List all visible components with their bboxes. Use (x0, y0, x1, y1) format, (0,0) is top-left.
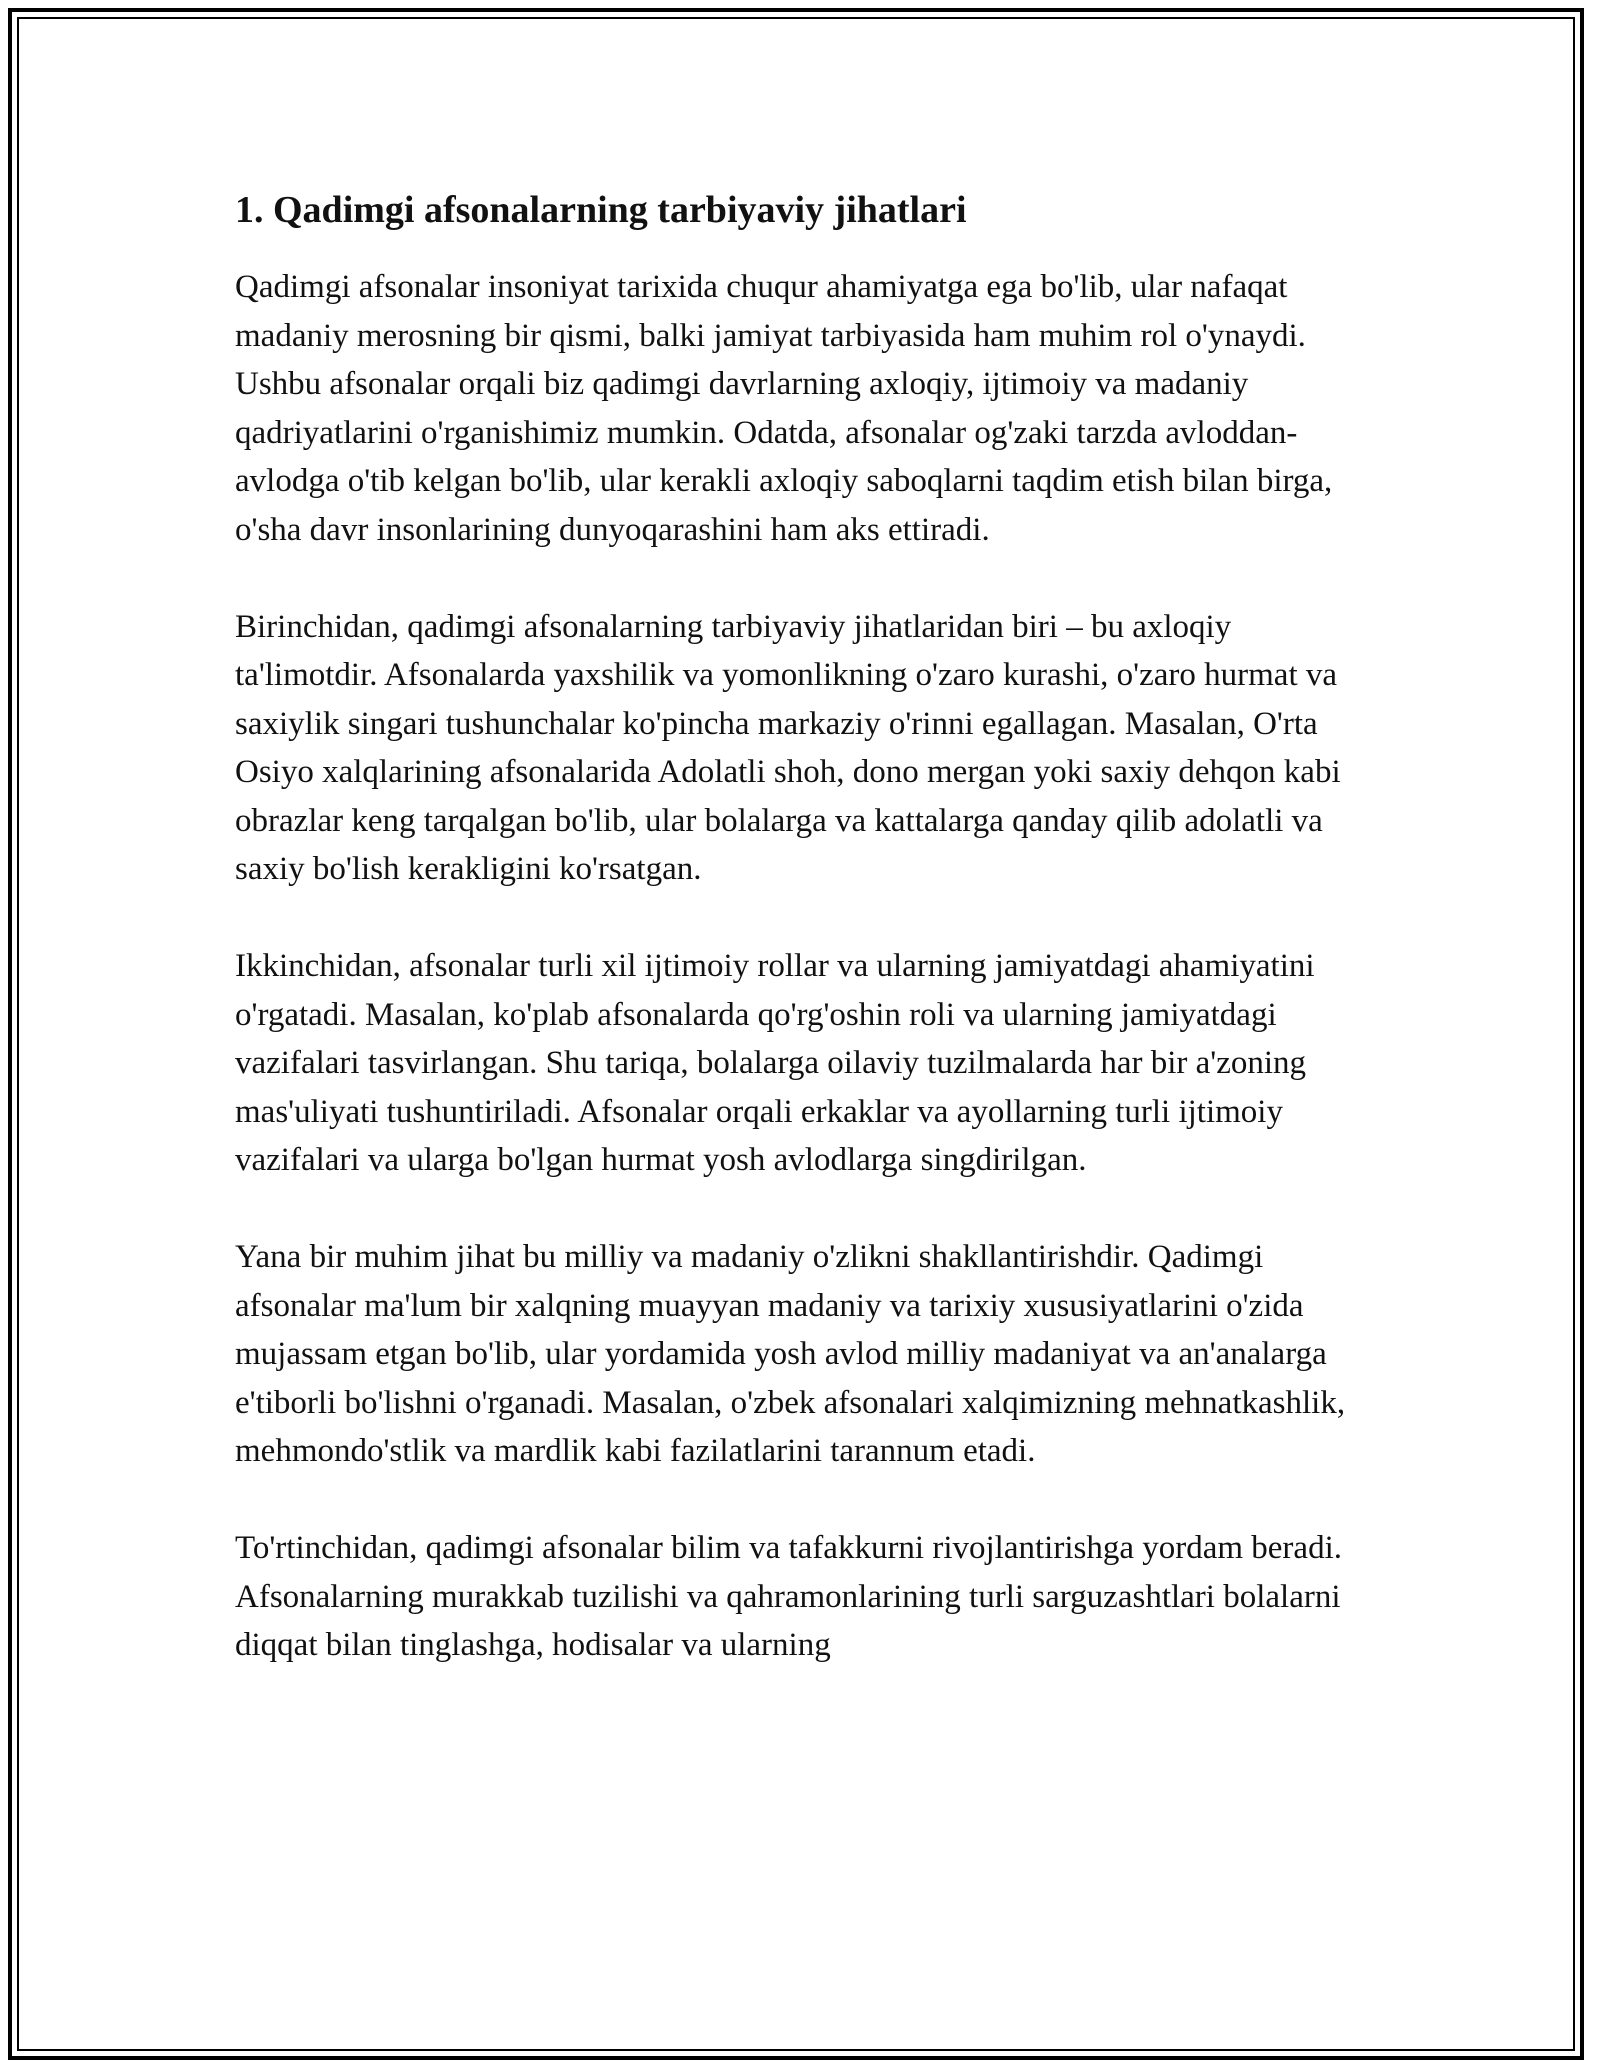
paragraph-2: Birinchidan, qadimgi afsonalarning tarbiyaviy jihatlaridan biri – bu axloqiy ta'limotdir. Afsonalarda yaxshilik va yomonlikning o'zaro kurashi, o'zaro hurmat va saxiylik singari tushunchalar ko'pincha markaziy o'rinni egallagan. Masalan, O'rta Osiyo xalqlarining afsonalarida Adolatli shoh, dono mergan yoki saxiy dehqon kabi obrazlar keng tarqalgan bo'lib, ular bolalarga va kattalarga qanday qilib adolatli va saxiy bo'lish kerakligini ko'rsatgan. (235, 608, 1341, 888)
paragraph-4: Yana bir muhim jihat bu milliy va madaniy o'zlikni shakllantirishdir. Qadimgi afsonalar ma'lum bir xalqning muayyan madaniy va tarixiy xususiyatlarini o'zida mujassam etgan bo'lib, ular yordamida yosh avlod milliy madaniyat va an'analarga e'tiborli bo'lishni o'rganadi. Masalan, o'zbek afsonalari xalqimizning mehnatkashlik, mehmondo'stlik va mardlik kabi fazilatlarini tarannum etadi. (235, 1239, 1346, 1470)
section-title: 1. Qadimgi afsonalarning tarbiyaviy jihatlari (235, 189, 967, 231)
paragraph-1: Qadimgi afsonalar insoniyat tarixida chuqur ahamiyatga ega bo'lib, ular nafaqat madaniy merosning bir qismi, balki jamiyat tarbiyasida ham muhim rol o'ynaydi. Ushbu afsonalar orqali biz qadimgi davrlarning axloqiy, ijtimoiy va madaniy qadriyatlarini o'rganishimiz mumkin. Odatda, afsonalar og'zaki tarzda avloddan-avlodga o'tib kelgan bo'lib, ular kerakli axloqiy saboqlarni taqdim etish bilan birga, o'sha davr insonlarining dunyoqarashini ham aks ettiradi. (235, 269, 1333, 548)
paragraph-5: To'rtinchidan, qadimgi afsonalar bilim va tafakkurni rivojlantirishga yordam beradi. Afsonalarning murakkab tuzilishi va qahramonlarining turli sarguzashtlari bolalarni diqqat bilan tinglashga, hodisalar va ularning (235, 1530, 1342, 1664)
paragraph-3: Ikkinchidan, afsonalar turli xil ijtimoiy rollar va ularning jamiyatdagi ahamiyatini o'rgatadi. Masalan, ko'plab afsonalarda qo'rg'oshin roli va ularning jamiyatdagi vazifalari tasvirlangan. Shu tariqa, bolalarga oilaviy tuzilmalarda har bir a'zoning mas'uliyati tushuntiriladi. Afsonalar orqali erkaklar va ayollarning turli ijtimoiy vazifalari va ularga bo'lgan hurmat yosh avlodlarga singdirilgan. (235, 948, 1315, 1179)
document-body (235, 180, 1365, 1718)
